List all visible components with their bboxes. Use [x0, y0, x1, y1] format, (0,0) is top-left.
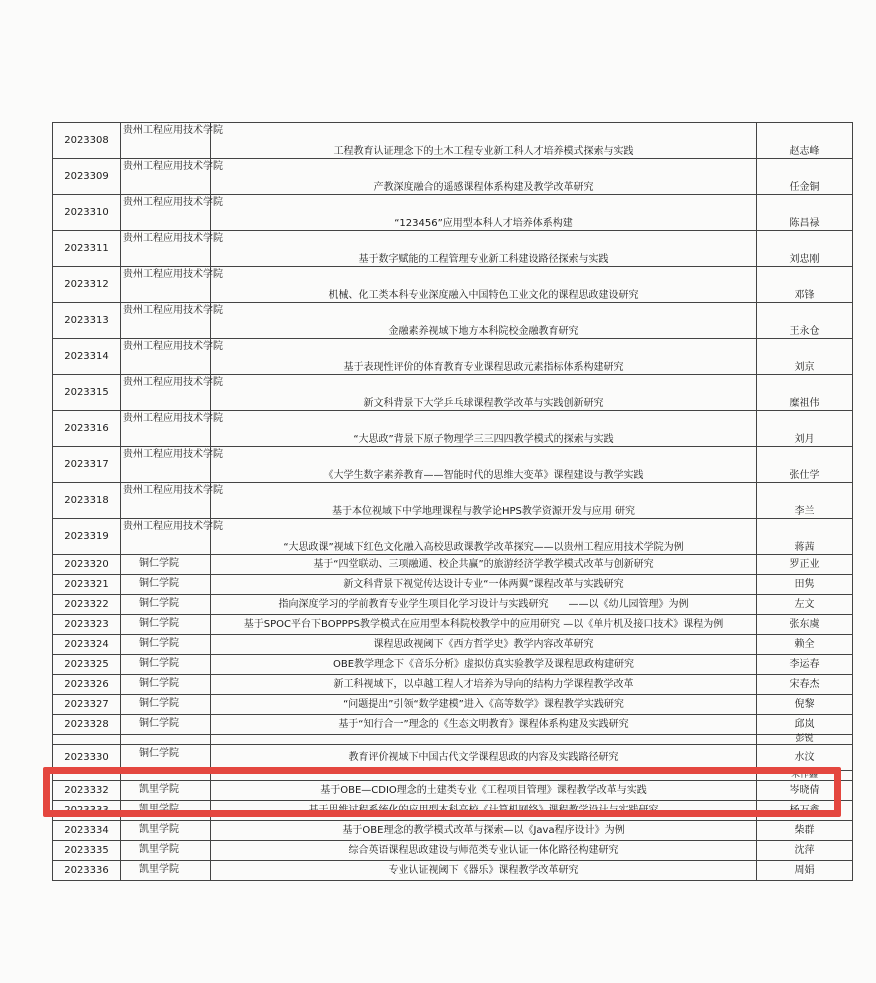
school-name: 贵州工程应用技术学院 [121, 123, 211, 159]
project-id: 2023335 [53, 841, 121, 861]
project-id: 2023312 [53, 267, 121, 303]
table-row [53, 801, 853, 821]
table-row [53, 745, 853, 771]
project-title: “问题提出”引领“数学建模”进入《高等数学》课程教学实践研究 [211, 695, 757, 715]
table-row [53, 303, 853, 339]
project-id: 2023324 [53, 635, 121, 655]
project-id [53, 771, 121, 781]
school-name: 凯里学院 [121, 861, 211, 881]
project-leader: 糜祖伟 [757, 375, 853, 411]
project-leader: 邓锋 [757, 267, 853, 303]
table-row [53, 411, 853, 447]
project-title: 专业认证视阈下《器乐》课程教学改革研究 [211, 861, 757, 881]
project-id: 2023308 [53, 123, 121, 159]
school-name: 铜仁学院 [121, 675, 211, 695]
project-leader: 水汶 [757, 745, 853, 771]
project-title: OBE教学理念下《音乐分析》虚拟仿真实验教学及课程思政构建研究 [211, 655, 757, 675]
project-id: 2023314 [53, 339, 121, 375]
project-id: 2023309 [53, 159, 121, 195]
table-row [53, 519, 853, 555]
project-id: 2023315 [53, 375, 121, 411]
project-id: 2023334 [53, 821, 121, 841]
project-leader: 赖全 [757, 635, 853, 655]
project-id: 2023328 [53, 715, 121, 735]
project-id: 2023320 [53, 555, 121, 575]
school-name: 贵州工程应用技术学院 [121, 303, 211, 339]
school-name: 贵州工程应用技术学院 [121, 375, 211, 411]
project-list-table [52, 122, 853, 881]
table-row [53, 159, 853, 195]
project-leader: 柴群 [757, 821, 853, 841]
table-row [53, 231, 853, 267]
project-title: 产教深度融合的遥感课程体系构建及教学改革研究 [211, 159, 757, 195]
project-title: 基于OBE理念的教学模式改革与探索—以《Java程序设计》为例 [211, 821, 757, 841]
table-row [53, 595, 853, 615]
school-name: 铜仁学院 [121, 695, 211, 715]
table-row [53, 575, 853, 595]
project-title: 综合英语课程思政建设与师范类专业认证一体化路径构建研究 [211, 841, 757, 861]
project-title: “大思政课”视域下红色文化融入高校思政课教学改革探究——以贵州工程应用技术学院为例 [211, 519, 757, 555]
project-title: 基于SPOC平台下BOPPPS教学模式在应用型本科院校教学中的应用研究 —以《单片机及接口技术》课程为例 [211, 615, 757, 635]
project-id: 2023332 [53, 781, 121, 801]
project-leader: 王永仓 [757, 303, 853, 339]
project-leader: 邱岚 [757, 715, 853, 735]
project-leader: 李兰 [757, 483, 853, 519]
school-name: 凯里学院 [121, 781, 211, 801]
project-id: 2023327 [53, 695, 121, 715]
project-id: 2023325 [53, 655, 121, 675]
table-row [53, 447, 853, 483]
project-title: 课程思政视阈下《西方哲学史》教学内容改革研究 [211, 635, 757, 655]
project-leader: 赵志峰 [757, 123, 853, 159]
project-title: 基于OBE—CDIO理念的土建类专业《工程项目管理》课程教学改革与实践 [211, 781, 757, 801]
school-name: 铜仁学院 [121, 635, 211, 655]
project-title: 基于数字赋能的工程管理专业新工科建设路径探索与实践 [211, 231, 757, 267]
project-title: 工程教育认证理念下的土木工程专业新工科人才培养模式探索与实践 [211, 123, 757, 159]
school-name: 贵州工程应用技术学院 [121, 159, 211, 195]
table-row [53, 771, 853, 781]
school-name: 贵州工程应用技术学院 [121, 483, 211, 519]
school-name: 贵州工程应用技术学院 [121, 339, 211, 375]
table-row [53, 615, 853, 635]
table-row [53, 781, 853, 801]
table-row [53, 861, 853, 881]
school-name: 凯里学院 [121, 801, 211, 821]
table-row [53, 675, 853, 695]
school-name: 凯里学院 [121, 821, 211, 841]
project-id: 2023311 [53, 231, 121, 267]
school-name: 铜仁学院 [121, 555, 211, 575]
project-id: 2023333 [53, 801, 121, 821]
school-name [121, 771, 211, 781]
project-leader: 左文 [757, 595, 853, 615]
project-leader: 杨万鑫 [757, 801, 853, 821]
project-id: 2023310 [53, 195, 121, 231]
project-title: 新文科背景下大学乒乓球课程教学改革与实践创新研究 [211, 375, 757, 411]
school-name: 铜仁学院 [121, 595, 211, 615]
project-id: 2023319 [53, 519, 121, 555]
school-name: 铜仁学院 [121, 575, 211, 595]
project-title: “123456”应用型本科人才培养体系构建 [211, 195, 757, 231]
project-id: 2023316 [53, 411, 121, 447]
table-row [53, 695, 853, 715]
project-id: 2023317 [53, 447, 121, 483]
project-title [211, 771, 757, 781]
school-name: 铜仁学院 [121, 655, 211, 675]
school-name: 贵州工程应用技术学院 [121, 267, 211, 303]
project-leader: 田隽 [757, 575, 853, 595]
table-row [53, 195, 853, 231]
school-name: 铜仁学院 [121, 715, 211, 735]
project-leader: 沈萍 [757, 841, 853, 861]
project-id: 2023321 [53, 575, 121, 595]
project-title [211, 735, 757, 745]
school-name: 贵州工程应用技术学院 [121, 447, 211, 483]
project-title: “大思政”背景下原子物理学三三四四教学模式的探索与实践 [211, 411, 757, 447]
project-title: 金融素养视域下地方本科院校金融教育研究 [211, 303, 757, 339]
project-title: 基于思维过程系统化的应用型本科高校《计算机网络》课程教学设计与实践研究 [211, 801, 757, 821]
project-leader: 米作鑫 [757, 771, 853, 781]
project-title: 指向深度学习的学前教育专业学生项目化学习设计与实践研究 ——以《幼儿园管理》为例 [211, 595, 757, 615]
table-row [53, 555, 853, 575]
table-row [53, 735, 853, 745]
project-leader: 周娟 [757, 861, 853, 881]
table-row [53, 841, 853, 861]
project-title: 新文科背景下视觉传达设计专业“一体两翼”课程改革与实践研究 [211, 575, 757, 595]
school-name: 贵州工程应用技术学院 [121, 411, 211, 447]
project-leader: 张仕学 [757, 447, 853, 483]
project-leader: 彭锐 [757, 735, 853, 745]
project-leader: 岑晓倩 [757, 781, 853, 801]
project-title: 新工科视域下，以卓越工程人才培养为导向的结构力学课程教学改革 [211, 675, 757, 695]
project-title: 基于“知行合一”理念的《生态文明教育》课程体系构建及实践研究 [211, 715, 757, 735]
table-row [53, 655, 853, 675]
project-title: 基于“四堂联动、三项融通、校企共赢”的旅游经济学教学模式改革与创新研究 [211, 555, 757, 575]
table-row [53, 635, 853, 655]
project-leader: 刘月 [757, 411, 853, 447]
project-leader: 陈昌禄 [757, 195, 853, 231]
table-row [53, 339, 853, 375]
project-title: 基于本位视域下中学地理课程与教学论HPS教学资源开发与应用 研究 [211, 483, 757, 519]
school-name: 贵州工程应用技术学院 [121, 195, 211, 231]
project-leader: 罗正业 [757, 555, 853, 575]
table-row [53, 123, 853, 159]
school-name: 铜仁学院 [121, 615, 211, 635]
school-name: 贵州工程应用技术学院 [121, 519, 211, 555]
project-title: 教育评价视域下中国古代文学课程思政的内容及实践路径研究 [211, 745, 757, 771]
table-row [53, 375, 853, 411]
table-row [53, 267, 853, 303]
project-leader: 蒋茜 [757, 519, 853, 555]
project-leader: 张东虞 [757, 615, 853, 635]
table-row [53, 821, 853, 841]
project-id: 2023323 [53, 615, 121, 635]
project-leader: 倪黎 [757, 695, 853, 715]
project-leader: 任金铜 [757, 159, 853, 195]
project-leader: 李运春 [757, 655, 853, 675]
project-id: 2023322 [53, 595, 121, 615]
project-id: 2023313 [53, 303, 121, 339]
table-row [53, 483, 853, 519]
project-title: 《大学生数字素养教育——智能时代的思维大变革》课程建设与教学实践 [211, 447, 757, 483]
school-name: 贵州工程应用技术学院 [121, 231, 211, 267]
school-name: 铜仁学院 [121, 745, 211, 771]
project-id: 2023326 [53, 675, 121, 695]
project-title: 基于表现性评价的体育教育专业课程思政元素指标体系构建研究 [211, 339, 757, 375]
project-leader: 刘京 [757, 339, 853, 375]
project-id: 2023318 [53, 483, 121, 519]
project-id [53, 735, 121, 745]
project-id: 2023336 [53, 861, 121, 881]
project-title: 机械、化工类本科专业深度融入中国特色工业文化的课程思政建设研究 [211, 267, 757, 303]
project-leader: 刘忠刚 [757, 231, 853, 267]
school-name: 凯里学院 [121, 841, 211, 861]
project-leader: 宋春杰 [757, 675, 853, 695]
project-id: 2023330 [53, 745, 121, 771]
table-row [53, 715, 853, 735]
school-name [121, 735, 211, 745]
